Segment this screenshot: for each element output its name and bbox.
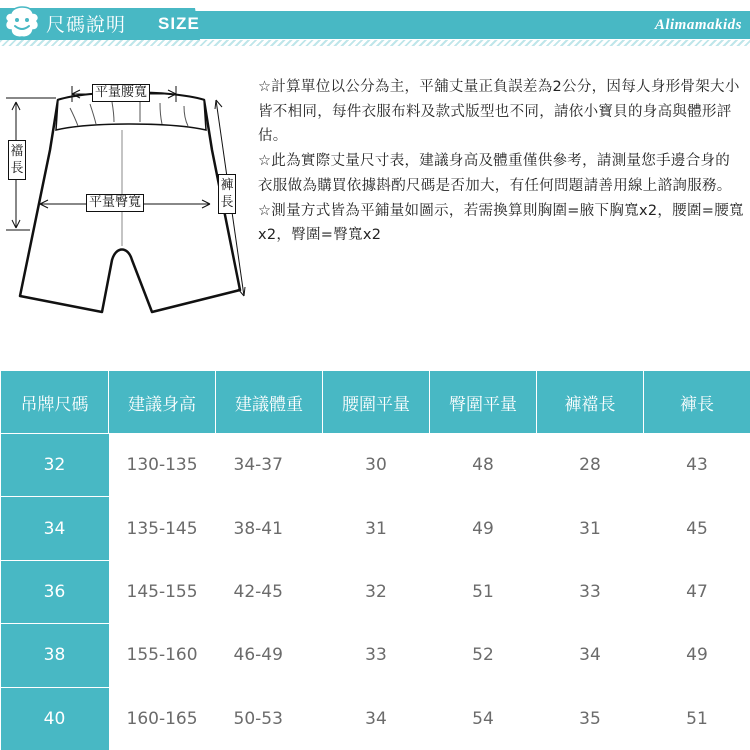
cell-tag-size: 40 (1, 687, 109, 750)
header-height: 建議身高 (109, 371, 216, 434)
smiley-logo-icon (2, 4, 42, 42)
header-tag-size: 吊牌尺碼 (1, 371, 109, 434)
header-stripe-divider (0, 40, 750, 46)
cell-weight: 38-41 (233, 518, 283, 539)
cell-length: 43 (686, 455, 708, 476)
cell-length: 45 (686, 518, 708, 539)
cell-rise: 35 (579, 708, 601, 729)
cell-tag-size: 36 (1, 560, 109, 623)
note-flat-measure: ☆測量方式皆為平鋪量如圖示，若需換算則胸圍=腋下胸寬x2，腰圍=腰寬x2，臀圍=臀寬x2 (258, 202, 744, 244)
cell-tag-size: 34 (1, 497, 109, 560)
header-hip: 臀圍平量 (430, 371, 537, 434)
shorts-diagram (0, 60, 260, 320)
cell-length: 51 (686, 708, 708, 729)
rise-length-text: 襠 長 (10, 144, 24, 176)
header-rise: 褲襠長 (537, 371, 644, 434)
header-waist: 腰圍平量 (323, 371, 430, 434)
cell-waist: 33 (365, 645, 387, 666)
header-subtitle: SIZE (158, 14, 200, 33)
table-row (1, 497, 750, 560)
cell-height: 160-165 (126, 708, 198, 729)
cell-length: 49 (686, 645, 708, 666)
note-reference-only: ☆此為實際丈量尺寸表，建議身高及體重僅供參考，請測量您手邊合身的衣服做為購買依據斟酌尺碼是否加大，有任何問題請善用線上諮詢服務。 (258, 153, 732, 194)
pants-length-text: 褲 長 (220, 178, 234, 210)
cell-waist: 34 (365, 708, 387, 729)
table-row (1, 560, 750, 623)
header-title: 尺碼說明 (46, 14, 127, 36)
size-notes (258, 75, 744, 248)
waist-width-label: 平量腰寬 (92, 84, 150, 102)
cell-waist: 31 (365, 518, 387, 539)
pants-length-label (218, 174, 236, 214)
cell-waist: 32 (365, 581, 387, 602)
table-row (1, 624, 750, 687)
cell-height: 145-155 (126, 581, 198, 602)
table-row (1, 687, 750, 750)
header-length: 褲長 (644, 371, 750, 434)
cell-rise: 34 (579, 645, 601, 666)
brand-name: Alimamakids (654, 17, 742, 33)
hip-width-label: 平量臀寬 (86, 194, 144, 212)
cell-height: 155-160 (126, 645, 198, 666)
cell-tag-size: 32 (1, 434, 109, 497)
cell-hip: 52 (472, 645, 494, 666)
cell-weight: 42-45 (233, 581, 283, 602)
cell-weight: 34-37 (233, 455, 283, 476)
cell-length: 47 (686, 581, 708, 602)
cell-hip: 51 (472, 581, 494, 602)
cell-waist: 30 (365, 455, 387, 476)
rise-length-label (8, 140, 26, 180)
cell-rise: 28 (579, 455, 601, 476)
cell-hip: 49 (472, 518, 494, 539)
cell-weight: 50-53 (233, 708, 283, 729)
cell-rise: 33 (579, 581, 601, 602)
cell-height: 135-145 (126, 518, 198, 539)
size-chart-table (0, 370, 750, 750)
note-measurement-unit: ☆計算單位以公分為主，平舖丈量正負誤差為2公分，因每人身形骨架大小皆不相同，每件衣服布料及款式版型也不同，請依小寶貝的身高與體形評估。 (258, 79, 740, 145)
cell-weight: 46-49 (233, 645, 283, 666)
header-weight: 建議體重 (216, 371, 323, 434)
table-row (1, 434, 750, 497)
cell-height: 130-135 (126, 455, 198, 476)
cell-tag-size: 38 (1, 624, 109, 687)
page-header (0, 0, 750, 44)
cell-hip: 48 (472, 455, 494, 476)
cell-hip: 54 (472, 708, 494, 729)
cell-rise: 31 (579, 518, 601, 539)
table-header-row (1, 371, 750, 434)
